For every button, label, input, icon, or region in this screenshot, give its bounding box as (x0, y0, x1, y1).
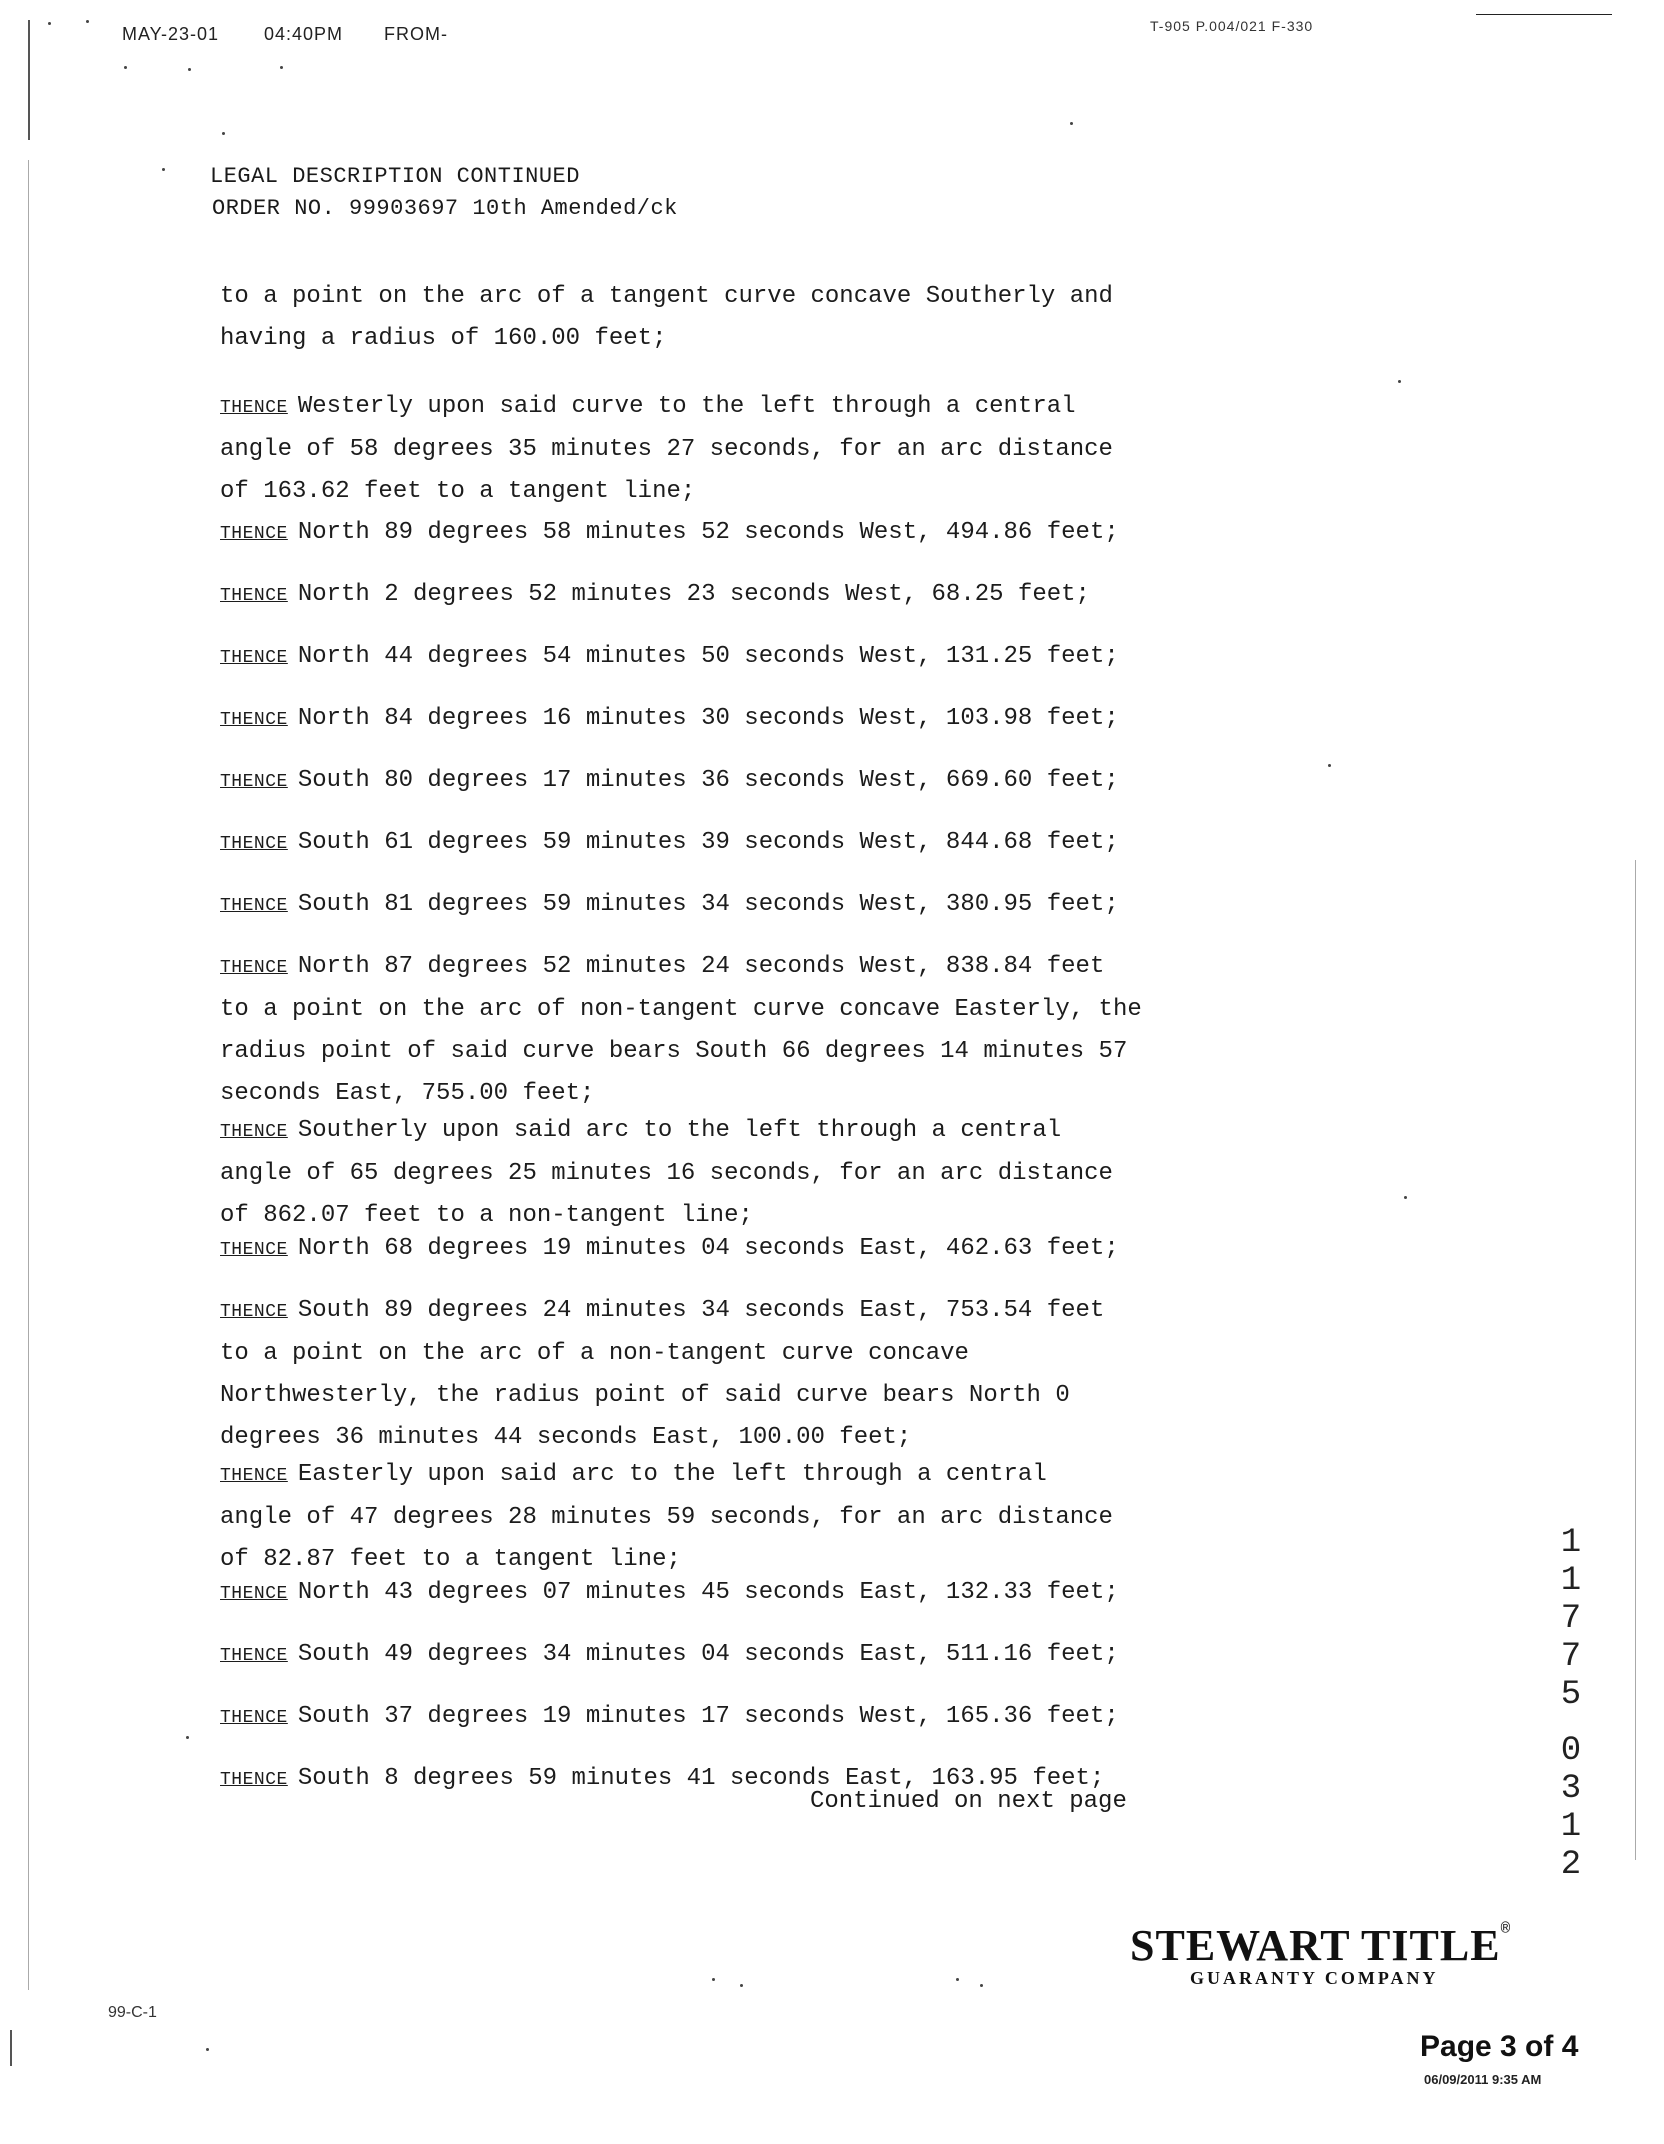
course-paragraph (220, 386, 1220, 513)
thence-label: THENCE (220, 1122, 288, 1142)
course-paragraph (220, 1634, 1220, 1677)
thence-label: THENCE (220, 834, 288, 854)
course-paragraph (220, 822, 1220, 865)
scan-speck (1404, 1196, 1407, 1199)
course-paragraph (220, 760, 1220, 803)
course-text: North 89 degrees 58 minutes 52 seconds West, 494.86 feet; (297, 519, 1119, 546)
scan-speck (740, 1984, 743, 1987)
document-title: LEGAL DESCRIPTION CONTINUED (210, 164, 580, 189)
thence-label: THENCE (220, 1240, 288, 1260)
thence-label: THENCE (220, 1708, 288, 1728)
registered-mark: ® (1500, 1920, 1511, 1938)
scan-speck (162, 168, 165, 171)
course-text: South 81 degrees 59 minutes 34 seconds West, 380.95 feet; (297, 891, 1119, 918)
scan-speck (48, 22, 51, 25)
thence-label: THENCE (220, 772, 288, 792)
course-paragraph (220, 1454, 1220, 1581)
company-logo (1130, 1920, 1510, 1971)
scan-speck (1070, 122, 1073, 125)
thence-label: THENCE (220, 648, 288, 668)
fax-page-codes: T-905 P.004/021 F-330 (1150, 18, 1314, 34)
scan-speck (1328, 764, 1331, 767)
fax-time: 04:40PM (264, 24, 344, 44)
course-text: North 44 degrees 54 minutes 50 seconds West, 131.25 feet; (297, 643, 1119, 670)
scan-speck (188, 68, 191, 71)
course-text: South 89 degrees 24 minutes 34 seconds East, 753.54 feet to a point on the arc of a non-tangent curve concave Northwesterly, the radius point of said curve bears North 0 degrees 36 minutes 44 seconds East, 100.00 feet; (220, 1297, 1105, 1451)
thence-label: THENCE (220, 1646, 288, 1666)
thence-label: THENCE (220, 710, 288, 730)
print-timestamp: 06/09/2011 9:35 AM (1424, 2072, 1542, 2087)
scan-speck (124, 66, 127, 69)
course-text: North 2 degrees 52 minutes 23 seconds West, 68.25 feet; (297, 581, 1090, 608)
course-paragraph (220, 512, 1220, 555)
order-number: ORDER NO. 99903697 10th Amended/ck (212, 196, 678, 221)
logo-name: STEWART TITLE (1130, 1921, 1501, 1970)
scan-margin-line (28, 160, 29, 1990)
recording-digit: 5 (1560, 1676, 1582, 1714)
course-text: North 84 degrees 16 minutes 30 seconds West, 103.98 feet; (297, 705, 1119, 732)
recording-digit: 2 (1560, 1846, 1582, 1884)
course-text: Southerly upon said arc to the left through a central angle of 65 degrees 25 minutes 16 seconds, for an arc distance of 862.07 feet to a non-tangent line; (220, 1117, 1113, 1229)
recording-digit: 7 (1560, 1638, 1582, 1676)
thence-label: THENCE (220, 586, 288, 606)
thence-label: THENCE (220, 896, 288, 916)
course-paragraph (220, 884, 1220, 927)
recording-digit: 1 (1560, 1808, 1582, 1846)
recording-digit: 7 (1560, 1600, 1582, 1638)
course-text: South 80 degrees 17 minutes 36 seconds West, 669.60 feet; (297, 767, 1119, 794)
course-paragraph (220, 946, 1220, 1115)
thence-label: THENCE (220, 524, 288, 544)
recording-number (1556, 1524, 1586, 1884)
course-text: South 49 degrees 34 minutes 04 seconds East, 511.16 feet; (297, 1641, 1119, 1668)
course-paragraph (220, 574, 1220, 617)
course-paragraph (220, 1696, 1220, 1739)
course-text: Westerly upon said curve to the left through a central angle of 58 degrees 35 minutes 27 seconds, for an arc distance of 163.62 feet to a tangent line; (220, 393, 1113, 505)
scan-speck (712, 1978, 715, 1981)
scan-speck (1398, 380, 1401, 383)
course-text: North 87 degrees 52 minutes 24 seconds West, 838.84 feet to a point on the arc of non-tangent curve concave Easterly, the radius point of said curve bears South 66 degrees 14 minutes 57 seconds East, 755.00 feet; (220, 953, 1142, 1107)
scan-margin-line (28, 20, 30, 140)
scan-speck (186, 1736, 189, 1739)
thence-label: THENCE (220, 398, 288, 418)
fax-from: FROM- (384, 24, 448, 44)
course-paragraph (220, 1110, 1220, 1237)
scan-speck (956, 1978, 959, 1981)
intro-paragraph: to a point on the arc of a tangent curve concave Southerly and having a radius of 160.00 feet; (220, 283, 1113, 352)
recording-digit: 1 (1560, 1562, 1582, 1600)
thence-label: THENCE (220, 1466, 288, 1486)
course-text: North 43 degrees 07 minutes 45 seconds East, 132.33 feet; (297, 1579, 1119, 1606)
thence-label: THENCE (220, 1770, 288, 1790)
scan-margin-line (10, 2030, 12, 2066)
continued-note: Continued on next page (810, 1788, 1127, 1815)
scan-speck (206, 2048, 209, 2051)
course-paragraph (220, 1228, 1220, 1271)
scan-margin-line (1635, 860, 1636, 1860)
course-paragraph (220, 1290, 1220, 1459)
logo-subtitle: GUARANTY COMPANY (1190, 1968, 1439, 1988)
course-text: Easterly upon said arc to the left through a central angle of 47 degrees 28 minutes 59 seconds, for an arc distance of 82.87 feet to a tangent line; (220, 1461, 1113, 1573)
scan-speck (280, 66, 283, 69)
form-code: 99-C-1 (108, 2004, 157, 2021)
scan-speck (86, 20, 89, 23)
recording-digit: 0 (1560, 1732, 1582, 1770)
course-paragraph (220, 698, 1220, 741)
page-number: Page 3 of 4 (1420, 2030, 1579, 2063)
thence-label: THENCE (220, 958, 288, 978)
course-text: South 61 degrees 59 minutes 39 seconds West, 844.68 feet; (297, 829, 1119, 856)
scan-speck (980, 1984, 983, 1987)
recording-digit: 3 (1560, 1770, 1582, 1808)
thence-label: THENCE (220, 1584, 288, 1604)
course-paragraph (220, 636, 1220, 679)
course-text: South 37 degrees 19 minutes 17 seconds West, 165.36 feet; (297, 1703, 1119, 1730)
scan-speck (222, 132, 225, 135)
top-edge-line (1476, 14, 1612, 15)
recording-digit: 1 (1560, 1524, 1582, 1562)
thence-label: THENCE (220, 1302, 288, 1322)
course-paragraph (220, 1572, 1220, 1615)
course-text: South 8 degrees 59 minutes 41 seconds East, 163.95 feet; (297, 1765, 1105, 1792)
course-text: North 68 degrees 19 minutes 04 seconds East, 462.63 feet; (297, 1235, 1119, 1262)
fax-date: MAY-23-01 (122, 24, 220, 44)
